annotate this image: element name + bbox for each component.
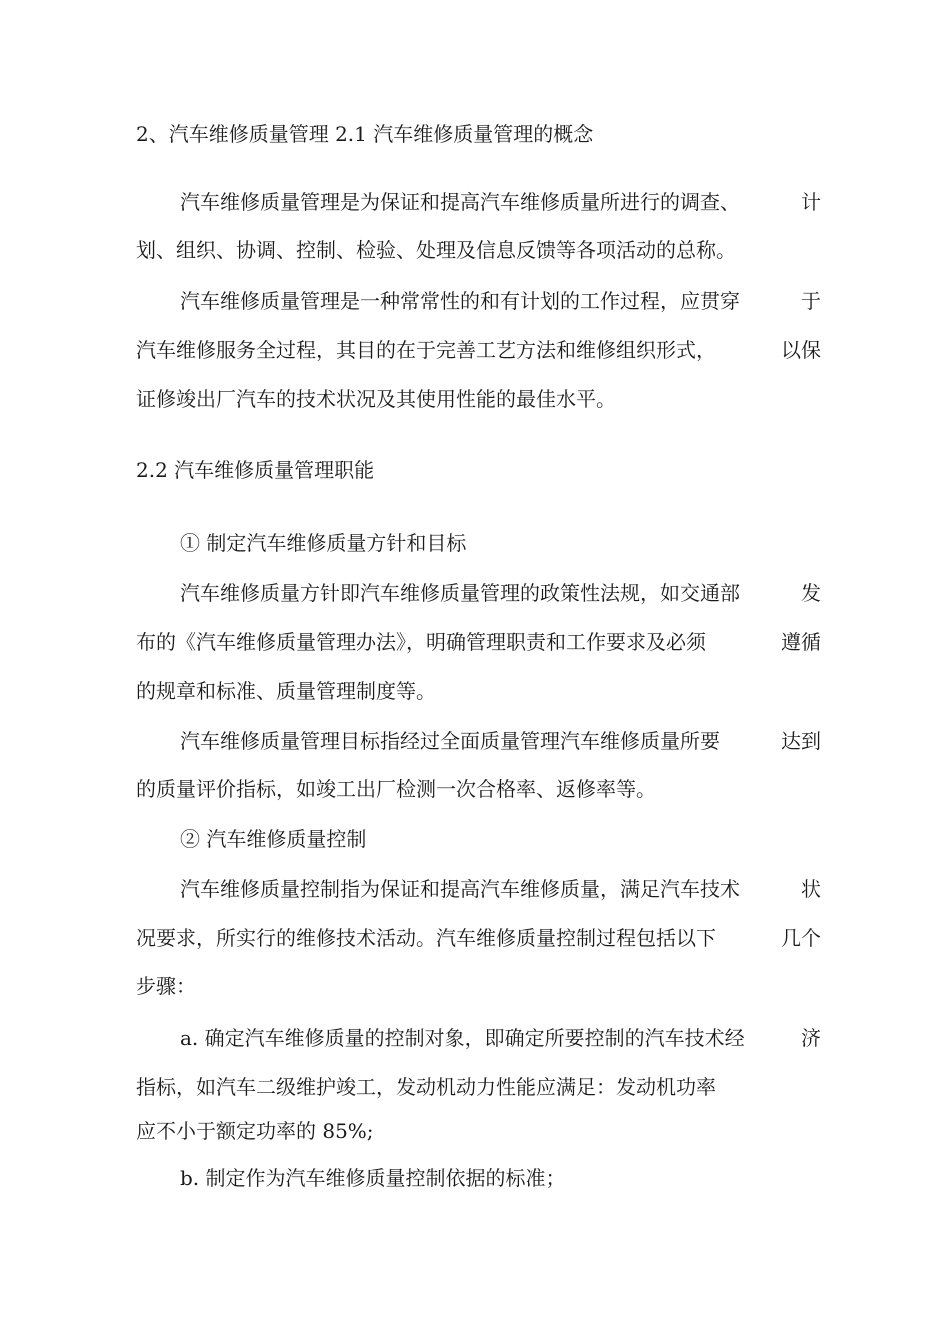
paragraph-text: 达到 (781, 729, 821, 753)
item-heading-2: ② 汽车维修质量控制 (180, 827, 367, 851)
paragraph-text: 济 (801, 1026, 821, 1050)
paragraph-text: 汽车维修质量方针即汽车维修质量管理的政策性法规，如交通部 (180, 581, 740, 605)
paragraph-text: a. 确定汽车维修质量的控制对象，即确定所要控制的汽车技术经 (180, 1026, 745, 1050)
paragraph-text: 况要求，所实行的维修技术活动。汽车维修质量控制过程包括以下 (136, 926, 716, 950)
paragraph-text: 以保 (781, 338, 821, 362)
paragraph-line: b. 制定作为汽车维修质量控制依据的标准； (180, 1166, 566, 1190)
paragraph-text: 汽车维修质量控制指为保证和提高汽车维修质量，满足汽车技术 (180, 877, 740, 901)
item-heading-1: ① 制定汽车维修质量方针和目标 (180, 531, 467, 555)
paragraph-line: 步骤： (136, 974, 196, 998)
paragraph-text: 汽车维修质量管理是一种常常性的和有计划的工作过程，应贯穿 (180, 289, 740, 313)
section-heading-2: 2、汽车维修质量管理 2.1 汽车维修质量管理的概念 (136, 122, 594, 146)
paragraph-text: 汽车维修质量管理目标指经过全面质量管理汽车维修质量所要 (180, 729, 720, 753)
paragraph-text: 于 (801, 289, 821, 313)
paragraph-text: 几个 (781, 926, 821, 950)
paragraph-text: 布的《汽车维修质量管理办法》，明确管理职责和工作要求及必须 (136, 630, 706, 654)
paragraph-text: 状 (801, 877, 821, 901)
paragraph-line (180, 727, 821, 755)
paragraph-line (180, 188, 821, 216)
paragraph-line (136, 628, 821, 656)
paragraph-text: 汽车维修质量管理是为保证和提高汽车维修质量所进行的调查、 (180, 190, 740, 214)
paragraph-line (180, 579, 821, 607)
paragraph-line (136, 336, 821, 364)
paragraph-line: 证修竣出厂汽车的技术状况及其使用性能的最佳水平。 (136, 387, 616, 411)
section-heading-2-2: 2.2 汽车维修质量管理职能 (136, 458, 375, 482)
paragraph-text: 遵循 (781, 630, 821, 654)
paragraph-text: 发 (801, 581, 821, 605)
paragraph-text: 计 (801, 190, 821, 214)
paragraph-line: 应不小于额定功率的 85%; (136, 1119, 374, 1143)
paragraph-line: 划、组织、协调、控制、检验、处理及信息反馈等各项活动的总称。 (136, 238, 736, 262)
paragraph-text: 汽车维修服务全过程，其目的在于完善工艺方法和维修组织形式， (136, 338, 716, 362)
paragraph-line: 指标，如汽车二级维护竣工，发动机动力性能应满足：发动机功率 (136, 1075, 716, 1099)
paragraph-line (180, 1024, 821, 1052)
paragraph-line (180, 287, 821, 315)
paragraph-line (180, 875, 821, 903)
paragraph-line (136, 924, 821, 952)
paragraph-line: 的质量评价指标，如竣工出厂检测一次合格率、返修率等。 (136, 777, 656, 801)
paragraph-line: 的规章和标准、质量管理制度等。 (136, 679, 436, 703)
